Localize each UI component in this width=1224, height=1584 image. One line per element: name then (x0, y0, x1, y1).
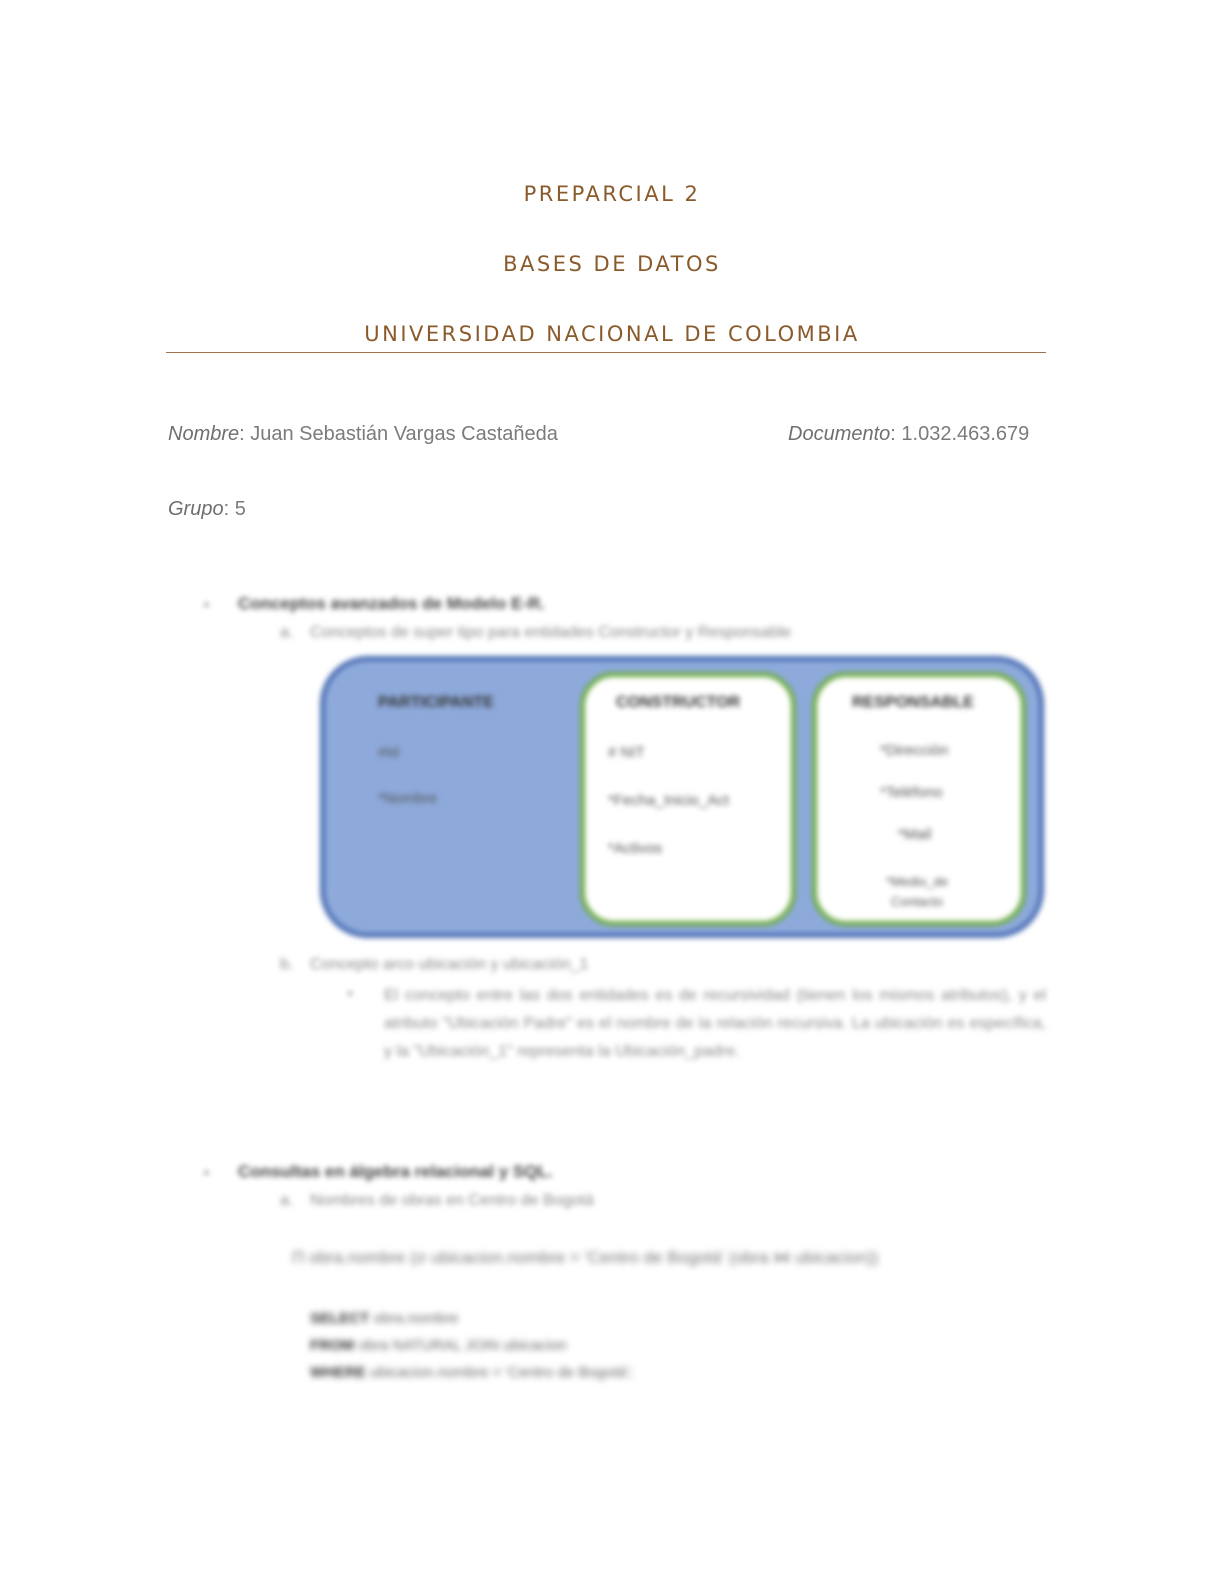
constructor-attr: *Fecha_Inicio_Act (608, 792, 729, 809)
name-label: Nombre (168, 423, 240, 445)
section1-sub-a-marker: a. (280, 624, 294, 641)
document-label: Documento (788, 423, 891, 445)
document-value: : 1.032.463.679 (890, 423, 1030, 445)
responsable-attr: *Dirección (880, 742, 949, 759)
constructor-attr: *Activos (608, 840, 663, 857)
document-field (788, 423, 1029, 446)
sql-line (310, 1364, 633, 1381)
responsable-attr: *Medio_de Contacto (885, 874, 949, 909)
title-preparcial: PREPARCIAL 2 (523, 182, 701, 206)
section1-bullet: ▪ (204, 596, 209, 612)
supertype-attr: #Id (378, 744, 399, 761)
section2-sub-a-marker: a. (280, 1192, 294, 1209)
section1-sub-b-text: El concepto entre las dos entidades es de recursividad (tienen los mismos atributos), y el atributo "Ubicación Padre" es el nombre de la relación recursiva. La ubicación es específica, y la "Ubicación_1" representa la Ubicación_padre. (384, 987, 1046, 1060)
sql-text: ubicacion.nombre = 'Centro de Bogotá'; (365, 1364, 633, 1381)
sql-line (310, 1337, 567, 1354)
relational-algebra-expression: Π obra.nombre (σ ubicacion.nombre = 'Centro de Bogotá' (obra ⋈ ubicacion)) (292, 1248, 879, 1267)
section1-sub-b: Concepto arco ubicación y ubicación_1 (310, 956, 589, 973)
group-value: : 5 (223, 498, 246, 520)
section2-sub-a: Nombres de obras en Centro de Bogotá (310, 1192, 594, 1209)
group-label: Grupo (168, 498, 224, 520)
section2-bullet: ▪ (204, 1164, 209, 1180)
sql-line (310, 1310, 458, 1327)
responsable-attr: *Mail (898, 826, 932, 843)
constructor-attr: # NIT (608, 744, 645, 761)
supertype-title: PARTICIPANTE (378, 694, 494, 711)
section1-sub-b-marker: b. (280, 956, 294, 973)
title-course: BASES DE DATOS (503, 252, 721, 276)
title-university: UNIVERSIDAD NACIONAL DE COLOMBIA (364, 322, 860, 346)
name-value: : Juan Sebastián Vargas Castañeda (239, 423, 558, 445)
group-field (168, 498, 246, 521)
section1-title: Conceptos avanzados de Modelo E-R. (238, 594, 545, 613)
name-field (168, 423, 558, 446)
sql-text: obra.nombre (369, 1310, 459, 1327)
constructor-title: CONSTRUCTOR (616, 694, 741, 711)
sql-keyword: FROM (310, 1337, 355, 1354)
header-divider (166, 352, 1046, 353)
section2-title: Consultas en álgebra relacional y SQL. (238, 1162, 553, 1181)
section1-sub-a: Conceptos de super tipo para entidades Constructor y Responsable (310, 624, 792, 641)
sql-keyword: WHERE (310, 1364, 366, 1381)
section1-sub-b-item-marker: ▪ (348, 986, 353, 1000)
sql-text: obra NATURAL JOIN ubicacion (354, 1337, 567, 1354)
responsable-title: RESPONSABLE (852, 694, 974, 711)
responsable-attr: *Teléfono (880, 784, 943, 801)
sql-keyword: SELECT (310, 1310, 370, 1327)
supertype-attr: *Nombre (378, 790, 438, 807)
